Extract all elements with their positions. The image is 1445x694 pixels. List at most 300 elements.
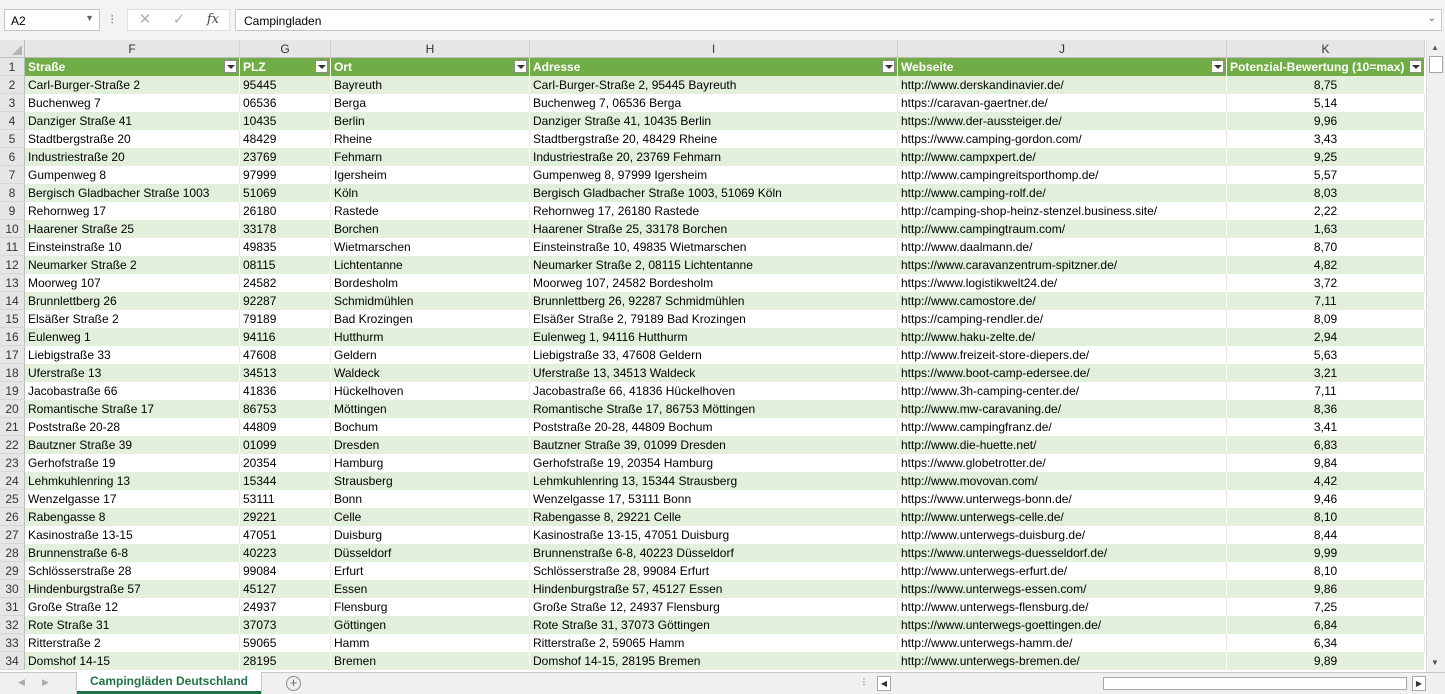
table-cell[interactable]: Rote Straße 31 bbox=[25, 616, 240, 634]
table-cell[interactable]: Bad Krozingen bbox=[331, 310, 530, 328]
table-row bbox=[0, 634, 1425, 652]
table-cell[interactable]: Düsseldorf bbox=[331, 544, 530, 562]
table-cell[interactable]: http://www.unterwegs-bremen.de/ bbox=[898, 652, 1227, 670]
table-cell[interactable]: Moorweg 107, 24582 Bordesholm bbox=[530, 274, 898, 292]
column-header-k[interactable]: K bbox=[1227, 40, 1425, 58]
table-cell[interactable]: http://www.campingtraum.com/ bbox=[898, 220, 1227, 238]
table-cell[interactable]: Carl-Burger-Straße 2 bbox=[25, 76, 240, 94]
table-cell[interactable]: Domshof 14-15, 28195 Bremen bbox=[530, 652, 898, 670]
table-cell[interactable]: Kasinostraße 13-15, 47051 Duisburg bbox=[530, 526, 898, 544]
table-cell[interactable]: Uferstraße 13 bbox=[25, 364, 240, 382]
table-row bbox=[0, 382, 1425, 400]
table-cell[interactable]: 40223 bbox=[240, 544, 331, 562]
table-cell[interactable]: Bergisch Gladbacher Straße 1003 bbox=[25, 184, 240, 202]
row-header[interactable]: 7 bbox=[0, 166, 25, 184]
table-cell[interactable]: Jacobastraße 66 bbox=[25, 382, 240, 400]
table-cell[interactable]: http://www.camping-rolf.de/ bbox=[898, 184, 1227, 202]
table-row bbox=[0, 508, 1425, 526]
table-row bbox=[0, 94, 1425, 112]
table-cell[interactable]: Köln bbox=[331, 184, 530, 202]
table-cell[interactable]: 2,22 bbox=[1227, 202, 1425, 220]
row-header[interactable]: 22 bbox=[0, 436, 25, 454]
table-cell[interactable]: Bordesholm bbox=[331, 274, 530, 292]
column-header-g[interactable]: G bbox=[240, 40, 331, 58]
table-cell[interactable]: http://www.die-huette.net/ bbox=[898, 436, 1227, 454]
row-header[interactable]: 20 bbox=[0, 400, 25, 418]
row-header[interactable]: 4 bbox=[0, 112, 25, 130]
row-header[interactable]: 28 bbox=[0, 544, 25, 562]
table-cell[interactable]: Wenzelgasse 17 bbox=[25, 490, 240, 508]
table-cell[interactable]: 5,14 bbox=[1227, 94, 1425, 112]
row-header[interactable]: 11 bbox=[0, 238, 25, 256]
table-cell[interactable]: 79189 bbox=[240, 310, 331, 328]
table-cell[interactable]: 41836 bbox=[240, 382, 331, 400]
table-row bbox=[0, 130, 1425, 148]
row-header[interactable]: 8 bbox=[0, 184, 25, 202]
table-cell[interactable]: 20354 bbox=[240, 454, 331, 472]
vertical-scrollbar[interactable] bbox=[1426, 40, 1445, 672]
header-cell[interactable] bbox=[530, 58, 898, 76]
tab-splitter-icon[interactable]: ⁝ bbox=[862, 675, 866, 689]
table-cell[interactable]: Bergisch Gladbacher Straße 1003, 51069 Köln bbox=[530, 184, 898, 202]
table-cell[interactable]: http://www.unterwegs-duisburg.de/ bbox=[898, 526, 1227, 544]
table-cell[interactable]: 8,75 bbox=[1227, 76, 1425, 94]
table-row bbox=[0, 274, 1425, 292]
vertical-scroll-thumb[interactable] bbox=[1429, 56, 1443, 73]
scroll-right-icon[interactable]: ▶ bbox=[1412, 676, 1426, 691]
column-header-h[interactable]: H bbox=[331, 40, 530, 58]
table-cell[interactable]: Brunnlettberg 26, 92287 Schmidmühlen bbox=[530, 292, 898, 310]
table-cell[interactable]: 9,89 bbox=[1227, 652, 1425, 670]
table-cell[interactable]: https://caravan-gaertner.de/ bbox=[898, 94, 1227, 112]
table-cell[interactable]: Eulenweg 1, 94116 Hutthurm bbox=[530, 328, 898, 346]
expand-formula-icon[interactable]: ⌄ bbox=[1427, 13, 1436, 24]
table-cell[interactable]: http://www.mw-caravaning.de/ bbox=[898, 400, 1227, 418]
horizontal-scroll-thumb[interactable] bbox=[1103, 677, 1407, 690]
table-cell[interactable]: 26180 bbox=[240, 202, 331, 220]
table-row bbox=[0, 580, 1425, 598]
row-header[interactable]: 16 bbox=[0, 328, 25, 346]
table-cell[interactable]: Haarener Straße 25, 33178 Borchen bbox=[530, 220, 898, 238]
table-cell[interactable]: 23769 bbox=[240, 148, 331, 166]
table-cell[interactable]: Erfurt bbox=[331, 562, 530, 580]
sheet-tab-active[interactable]: Campingläden Deutschland bbox=[77, 672, 261, 694]
scroll-up-icon[interactable]: ▲ bbox=[1431, 43, 1439, 52]
header-cell[interactable] bbox=[240, 58, 331, 76]
table-cell[interactable]: 8,44 bbox=[1227, 526, 1425, 544]
row-header[interactable]: 25 bbox=[0, 490, 25, 508]
table-cell[interactable]: Bonn bbox=[331, 490, 530, 508]
table-cell[interactable]: 9,99 bbox=[1227, 544, 1425, 562]
row-header[interactable]: 12 bbox=[0, 256, 25, 274]
table-cell[interactable]: Hindenburgstraße 57 bbox=[25, 580, 240, 598]
row-header[interactable]: 23 bbox=[0, 454, 25, 472]
table-cell[interactable]: Romantische Straße 17, 86753 Möttingen bbox=[530, 400, 898, 418]
table-cell[interactable]: Neumarker Straße 2 bbox=[25, 256, 240, 274]
table-row bbox=[0, 328, 1425, 346]
table-cell[interactable]: 8,03 bbox=[1227, 184, 1425, 202]
table-cell[interactable]: Bochum bbox=[331, 418, 530, 436]
table-cell[interactable]: 34513 bbox=[240, 364, 331, 382]
table-cell[interactable]: 6,84 bbox=[1227, 616, 1425, 634]
table-cell[interactable]: http://www.haku-zelte.de/ bbox=[898, 328, 1227, 346]
table-cell[interactable]: Große Straße 12 bbox=[25, 598, 240, 616]
formula-input[interactable] bbox=[235, 9, 1442, 31]
table-cell[interactable]: 92287 bbox=[240, 292, 331, 310]
table-cell[interactable]: Flensburg bbox=[331, 598, 530, 616]
table-cell[interactable]: Einsteinstraße 10 bbox=[25, 238, 240, 256]
table-cell[interactable]: Rheine bbox=[331, 130, 530, 148]
row-header[interactable]: 17 bbox=[0, 346, 25, 364]
header-cell[interactable] bbox=[1227, 58, 1425, 76]
table-cell[interactable]: 44809 bbox=[240, 418, 331, 436]
table-cell[interactable]: https://www.unterwegs-goettingen.de/ bbox=[898, 616, 1227, 634]
table-cell[interactable]: http://www.derskandinavier.de/ bbox=[898, 76, 1227, 94]
row-header[interactable]: 27 bbox=[0, 526, 25, 544]
table-cell[interactable]: http://www.camostore.de/ bbox=[898, 292, 1227, 310]
row-header[interactable]: 6 bbox=[0, 148, 25, 166]
table-cell[interactable]: Ritterstraße 2, 59065 Hamm bbox=[530, 634, 898, 652]
table-cell[interactable]: Schlösserstraße 28, 99084 Erfurt bbox=[530, 562, 898, 580]
row-header[interactable]: 19 bbox=[0, 382, 25, 400]
table-cell[interactable]: Carl-Burger-Straße 2, 95445 Bayreuth bbox=[530, 76, 898, 94]
table-cell[interactable]: https://www.caravanzentrum-spitzner.de/ bbox=[898, 256, 1227, 274]
table-cell[interactable]: Gerhofstraße 19, 20354 Hamburg bbox=[530, 454, 898, 472]
table-cell[interactable]: Strausberg bbox=[331, 472, 530, 490]
table-row bbox=[0, 148, 1425, 166]
table-cell[interactable]: https://www.unterwegs-essen.com/ bbox=[898, 580, 1227, 598]
table-cell[interactable]: Bremen bbox=[331, 652, 530, 670]
table-cell[interactable]: Brunnenstraße 6-8 bbox=[25, 544, 240, 562]
table-cell[interactable]: 08115 bbox=[240, 256, 331, 274]
table-cell[interactable]: Brunnlettberg 26 bbox=[25, 292, 240, 310]
table-rows bbox=[0, 58, 1425, 670]
table-cell[interactable]: https://www.der-aussteiger.de/ bbox=[898, 112, 1227, 130]
table-cell[interactable]: Lehmkuhlenring 13, 15344 Strausberg bbox=[530, 472, 898, 490]
table-cell[interactable]: https://camping-rendler.de/ bbox=[898, 310, 1227, 328]
table-cell[interactable]: 8,09 bbox=[1227, 310, 1425, 328]
table-cell[interactable]: 9,84 bbox=[1227, 454, 1425, 472]
table-cell[interactable]: Bautzner Straße 39 bbox=[25, 436, 240, 454]
table-cell[interactable]: Elsäßer Straße 2 bbox=[25, 310, 240, 328]
table-cell[interactable]: 51069 bbox=[240, 184, 331, 202]
row-header[interactable]: 13 bbox=[0, 274, 25, 292]
table-cell[interactable]: http://www.unterwegs-erfurt.de/ bbox=[898, 562, 1227, 580]
table-cell[interactable]: Rote Straße 31, 37073 Göttingen bbox=[530, 616, 898, 634]
table-cell[interactable]: https://www.logistikwelt24.de/ bbox=[898, 274, 1227, 292]
filter-dropdown-icon[interactable] bbox=[1211, 60, 1224, 73]
row-header[interactable]: 21 bbox=[0, 418, 25, 436]
table-cell[interactable]: 47051 bbox=[240, 526, 331, 544]
table-cell[interactable]: 99084 bbox=[240, 562, 331, 580]
table-cell[interactable]: Lichtentanne bbox=[331, 256, 530, 274]
table-cell[interactable]: Romantische Straße 17 bbox=[25, 400, 240, 418]
table-cell[interactable]: Hamburg bbox=[331, 454, 530, 472]
table-cell[interactable]: Rabengasse 8 bbox=[25, 508, 240, 526]
table-cell[interactable]: Essen bbox=[331, 580, 530, 598]
table-cell[interactable]: Poststraße 20-28 bbox=[25, 418, 240, 436]
name-box-value: A2 bbox=[11, 14, 26, 28]
table-cell[interactable]: 8,10 bbox=[1227, 508, 1425, 526]
table-cell[interactable]: 5,63 bbox=[1227, 346, 1425, 364]
row-header[interactable]: 31 bbox=[0, 598, 25, 616]
row-header[interactable]: 15 bbox=[0, 310, 25, 328]
table-row bbox=[0, 238, 1425, 256]
table-cell[interactable]: 15344 bbox=[240, 472, 331, 490]
table-cell[interactable]: 8,70 bbox=[1227, 238, 1425, 256]
table-cell[interactable]: Hindenburgstraße 57, 45127 Essen bbox=[530, 580, 898, 598]
row-header[interactable]: 3 bbox=[0, 94, 25, 112]
table-cell[interactable]: Danziger Straße 41, 10435 Berlin bbox=[530, 112, 898, 130]
table-cell[interactable]: 49835 bbox=[240, 238, 331, 256]
table-cell[interactable]: Berga bbox=[331, 94, 530, 112]
table-cell[interactable]: Hückelhoven bbox=[331, 382, 530, 400]
insert-function-icon[interactable]: fx bbox=[206, 12, 220, 27]
table-cell[interactable]: Rastede bbox=[331, 202, 530, 220]
table-cell[interactable]: 10435 bbox=[240, 112, 331, 130]
table-cell[interactable]: Eulenweg 1 bbox=[25, 328, 240, 346]
table-cell[interactable]: 4,82 bbox=[1227, 256, 1425, 274]
table-cell[interactable]: Gumpenweg 8, 97999 Igersheim bbox=[530, 166, 898, 184]
table-row bbox=[0, 310, 1425, 328]
table-cell[interactable]: 24937 bbox=[240, 598, 331, 616]
row-header[interactable]: 34 bbox=[0, 652, 25, 670]
name-box[interactable] bbox=[4, 9, 100, 31]
table-cell[interactable]: Neumarker Straße 2, 08115 Lichtentanne bbox=[530, 256, 898, 274]
column-header-i[interactable]: I bbox=[530, 40, 898, 58]
table-cell[interactable]: http://www.campxpert.de/ bbox=[898, 148, 1227, 166]
table-cell[interactable]: Ritterstraße 2 bbox=[25, 634, 240, 652]
table-cell[interactable]: 86753 bbox=[240, 400, 331, 418]
table-cell[interactable]: Buchenweg 7 bbox=[25, 94, 240, 112]
more-options-icon[interactable]: ⁝ bbox=[110, 11, 115, 27]
table-cell[interactable]: Bautzner Straße 39, 01099 Dresden bbox=[530, 436, 898, 454]
table-cell[interactable]: Stadtbergstraße 20, 48429 Rheine bbox=[530, 130, 898, 148]
row-header[interactable]: 32 bbox=[0, 616, 25, 634]
table-row bbox=[0, 400, 1425, 418]
row-header[interactable]: 2 bbox=[0, 76, 25, 94]
table-cell[interactable]: http://www.daalmann.de/ bbox=[898, 238, 1227, 256]
table-cell[interactable]: Brunnenstraße 6-8, 40223 Düsseldorf bbox=[530, 544, 898, 562]
table-cell[interactable]: 4,42 bbox=[1227, 472, 1425, 490]
scroll-left-icon[interactable]: ◀ bbox=[877, 676, 891, 691]
table-cell[interactable]: 29221 bbox=[240, 508, 331, 526]
row-header[interactable]: 5 bbox=[0, 130, 25, 148]
table-cell[interactable]: Buchenweg 7, 06536 Berga bbox=[530, 94, 898, 112]
table-cell[interactable]: Moorweg 107 bbox=[25, 274, 240, 292]
table-cell[interactable]: Wenzelgasse 17, 53111 Bonn bbox=[530, 490, 898, 508]
table-cell[interactable]: https://www.globetrotter.de/ bbox=[898, 454, 1227, 472]
row-header[interactable]: 30 bbox=[0, 580, 25, 598]
next-sheet-icon[interactable]: ▶ bbox=[42, 677, 49, 687]
table-cell[interactable]: http://www.campingfranz.de/ bbox=[898, 418, 1227, 436]
table-cell[interactable]: 9,46 bbox=[1227, 490, 1425, 508]
row-header[interactable]: 26 bbox=[0, 508, 25, 526]
table-cell[interactable]: Berlin bbox=[331, 112, 530, 130]
table-row bbox=[0, 346, 1425, 364]
column-headers bbox=[25, 40, 1425, 58]
table-cell[interactable]: 48429 bbox=[240, 130, 331, 148]
table-cell[interactable]: 1,63 bbox=[1227, 220, 1425, 238]
table-cell[interactable]: Rabengasse 8, 29221 Celle bbox=[530, 508, 898, 526]
table-cell[interactable]: 7,11 bbox=[1227, 382, 1425, 400]
table-cell[interactable]: Einsteinstraße 10, 49835 Wietmarschen bbox=[530, 238, 898, 256]
scroll-down-icon[interactable]: ▼ bbox=[1431, 658, 1439, 667]
table-cell[interactable]: Lehmkuhlenring 13 bbox=[25, 472, 240, 490]
table-cell[interactable]: 3,72 bbox=[1227, 274, 1425, 292]
table-row bbox=[0, 598, 1425, 616]
chevron-down-icon[interactable]: ▼ bbox=[85, 13, 94, 23]
table-cell[interactable]: 95445 bbox=[240, 76, 331, 94]
table-cell[interactable]: 5,57 bbox=[1227, 166, 1425, 184]
select-all-button[interactable] bbox=[0, 40, 25, 58]
table-cell[interactable]: http://www.3h-camping-center.de/ bbox=[898, 382, 1227, 400]
table-cell[interactable]: Rehornweg 17 bbox=[25, 202, 240, 220]
row-header[interactable]: 10 bbox=[0, 220, 25, 238]
table-row bbox=[0, 364, 1425, 382]
table-cell[interactable]: http://www.unterwegs-hamm.de/ bbox=[898, 634, 1227, 652]
table-cell[interactable]: 59065 bbox=[240, 634, 331, 652]
row-header[interactable]: 29 bbox=[0, 562, 25, 580]
header-cell[interactable] bbox=[331, 58, 530, 76]
table-header-row bbox=[0, 58, 1425, 76]
table-cell[interactable]: Schmidmühlen bbox=[331, 292, 530, 310]
table-cell[interactable]: https://www.boot-camp-edersee.de/ bbox=[898, 364, 1227, 382]
table-cell[interactable]: Gumpenweg 8 bbox=[25, 166, 240, 184]
table-cell[interactable]: http://www.freizeit-store-diepers.de/ bbox=[898, 346, 1227, 364]
table-cell[interactable]: https://www.camping-gordon.com/ bbox=[898, 130, 1227, 148]
table-cell[interactable]: 28195 bbox=[240, 652, 331, 670]
table-cell[interactable]: 6,83 bbox=[1227, 436, 1425, 454]
table-cell[interactable]: Haarener Straße 25 bbox=[25, 220, 240, 238]
table-cell[interactable]: http://www.unterwegs-celle.de/ bbox=[898, 508, 1227, 526]
table-cell[interactable]: Waldeck bbox=[331, 364, 530, 382]
table-cell[interactable]: http://www.unterwegs-flensburg.de/ bbox=[898, 598, 1227, 616]
table-cell[interactable]: Celle bbox=[331, 508, 530, 526]
table-cell[interactable]: https://www.unterwegs-duesseldorf.de/ bbox=[898, 544, 1227, 562]
table-cell[interactable]: Liebigstraße 33, 47608 Geldern bbox=[530, 346, 898, 364]
table-row bbox=[0, 652, 1425, 670]
table-cell[interactable]: Borchen bbox=[331, 220, 530, 238]
table-cell[interactable]: Gerhofstraße 19 bbox=[25, 454, 240, 472]
header-cell[interactable] bbox=[898, 58, 1227, 76]
enter-icon[interactable]: ✓ bbox=[172, 11, 186, 28]
table-row bbox=[0, 616, 1425, 634]
table-cell[interactable]: 45127 bbox=[240, 580, 331, 598]
table-cell[interactable]: 7,11 bbox=[1227, 292, 1425, 310]
table-cell[interactable]: Elsäßer Straße 2, 79189 Bad Krozingen bbox=[530, 310, 898, 328]
table-cell[interactable]: Industriestraße 20 bbox=[25, 148, 240, 166]
table-cell[interactable]: Bayreuth bbox=[331, 76, 530, 94]
table-cell[interactable]: Göttingen bbox=[331, 616, 530, 634]
table-cell[interactable]: Hamm bbox=[331, 634, 530, 652]
filter-dropdown-icon[interactable] bbox=[224, 60, 237, 73]
table-cell[interactable]: 94116 bbox=[240, 328, 331, 346]
table-cell[interactable]: 8,36 bbox=[1227, 400, 1425, 418]
table-cell[interactable]: Dresden bbox=[331, 436, 530, 454]
table-cell[interactable]: 33178 bbox=[240, 220, 331, 238]
table-cell[interactable]: Poststraße 20-28, 44809 Bochum bbox=[530, 418, 898, 436]
header-cell-label: PLZ bbox=[243, 60, 266, 74]
table-cell[interactable]: 01099 bbox=[240, 436, 331, 454]
table-cell[interactable]: 9,96 bbox=[1227, 112, 1425, 130]
table-cell[interactable]: 2,94 bbox=[1227, 328, 1425, 346]
spreadsheet-grid bbox=[0, 40, 1426, 672]
table-row bbox=[0, 562, 1425, 580]
column-header-f[interactable]: F bbox=[25, 40, 240, 58]
filter-dropdown-icon[interactable] bbox=[315, 60, 328, 73]
table-cell[interactable]: 06536 bbox=[240, 94, 331, 112]
add-sheet-button[interactable]: + bbox=[286, 676, 301, 691]
table-cell[interactable]: Stadtbergstraße 20 bbox=[25, 130, 240, 148]
row-header[interactable]: 33 bbox=[0, 634, 25, 652]
table-cell[interactable]: 53111 bbox=[240, 490, 331, 508]
table-cell[interactable]: 8,10 bbox=[1227, 562, 1425, 580]
table-cell[interactable]: Rehornweg 17, 26180 Rastede bbox=[530, 202, 898, 220]
cancel-icon[interactable]: ✕ bbox=[138, 11, 152, 28]
table-cell[interactable]: 7,25 bbox=[1227, 598, 1425, 616]
row-header[interactable]: 18 bbox=[0, 364, 25, 382]
table-cell[interactable]: Domshof 14-15 bbox=[25, 652, 240, 670]
table-cell[interactable]: 6,34 bbox=[1227, 634, 1425, 652]
table-cell[interactable]: 9,25 bbox=[1227, 148, 1425, 166]
row-header[interactable]: 9 bbox=[0, 202, 25, 220]
table-cell[interactable]: 3,21 bbox=[1227, 364, 1425, 382]
row-header[interactable]: 24 bbox=[0, 472, 25, 490]
table-cell[interactable]: http://www.movovan.com/ bbox=[898, 472, 1227, 490]
table-cell[interactable]: Schlösserstraße 28 bbox=[25, 562, 240, 580]
filter-dropdown-icon[interactable] bbox=[882, 60, 895, 73]
table-row bbox=[0, 202, 1425, 220]
table-cell[interactable]: Jacobastraße 66, 41836 Hückelhoven bbox=[530, 382, 898, 400]
table-cell[interactable]: http://www.campingreitsporthomp.de/ bbox=[898, 166, 1227, 184]
table-cell[interactable]: 3,43 bbox=[1227, 130, 1425, 148]
table-cell[interactable]: 9,86 bbox=[1227, 580, 1425, 598]
table-cell[interactable]: 24582 bbox=[240, 274, 331, 292]
table-cell[interactable]: Geldern bbox=[331, 346, 530, 364]
header-cell[interactable] bbox=[25, 58, 240, 76]
row-header[interactable]: 14 bbox=[0, 292, 25, 310]
table-cell[interactable]: 3,41 bbox=[1227, 418, 1425, 436]
table-row bbox=[0, 526, 1425, 544]
table-cell[interactable]: Fehmarn bbox=[331, 148, 530, 166]
table-cell[interactable]: Große Straße 12, 24937 Flensburg bbox=[530, 598, 898, 616]
table-cell[interactable]: Möttingen bbox=[331, 400, 530, 418]
table-cell[interactable]: Uferstraße 13, 34513 Waldeck bbox=[530, 364, 898, 382]
table-cell[interactable]: http://camping-shop-heinz-stenzel.business.site/ bbox=[898, 202, 1227, 220]
table-cell[interactable]: Hutthurm bbox=[331, 328, 530, 346]
filter-dropdown-icon[interactable] bbox=[514, 60, 527, 73]
column-header-j[interactable]: J bbox=[898, 40, 1227, 58]
table-cell[interactable]: 37073 bbox=[240, 616, 331, 634]
table-row bbox=[0, 76, 1425, 94]
table-cell[interactable]: Kasinostraße 13-15 bbox=[25, 526, 240, 544]
prev-sheet-icon[interactable]: ◀ bbox=[18, 677, 25, 687]
table-cell[interactable]: Duisburg bbox=[331, 526, 530, 544]
table-cell[interactable]: 47608 bbox=[240, 346, 331, 364]
table-cell[interactable]: Igersheim bbox=[331, 166, 530, 184]
table-cell[interactable]: Industriestraße 20, 23769 Fehmarn bbox=[530, 148, 898, 166]
table-cell[interactable]: https://www.unterwegs-bonn.de/ bbox=[898, 490, 1227, 508]
table-cell[interactable]: Danziger Straße 41 bbox=[25, 112, 240, 130]
row-header[interactable]: 1 bbox=[0, 58, 25, 76]
table-row bbox=[0, 112, 1425, 130]
table-cell[interactable]: 97999 bbox=[240, 166, 331, 184]
filter-dropdown-icon[interactable] bbox=[1409, 60, 1422, 73]
table-cell[interactable]: Wietmarschen bbox=[331, 238, 530, 256]
table-cell[interactable]: Liebigstraße 33 bbox=[25, 346, 240, 364]
horizontal-scrollbar[interactable] bbox=[877, 676, 1426, 692]
